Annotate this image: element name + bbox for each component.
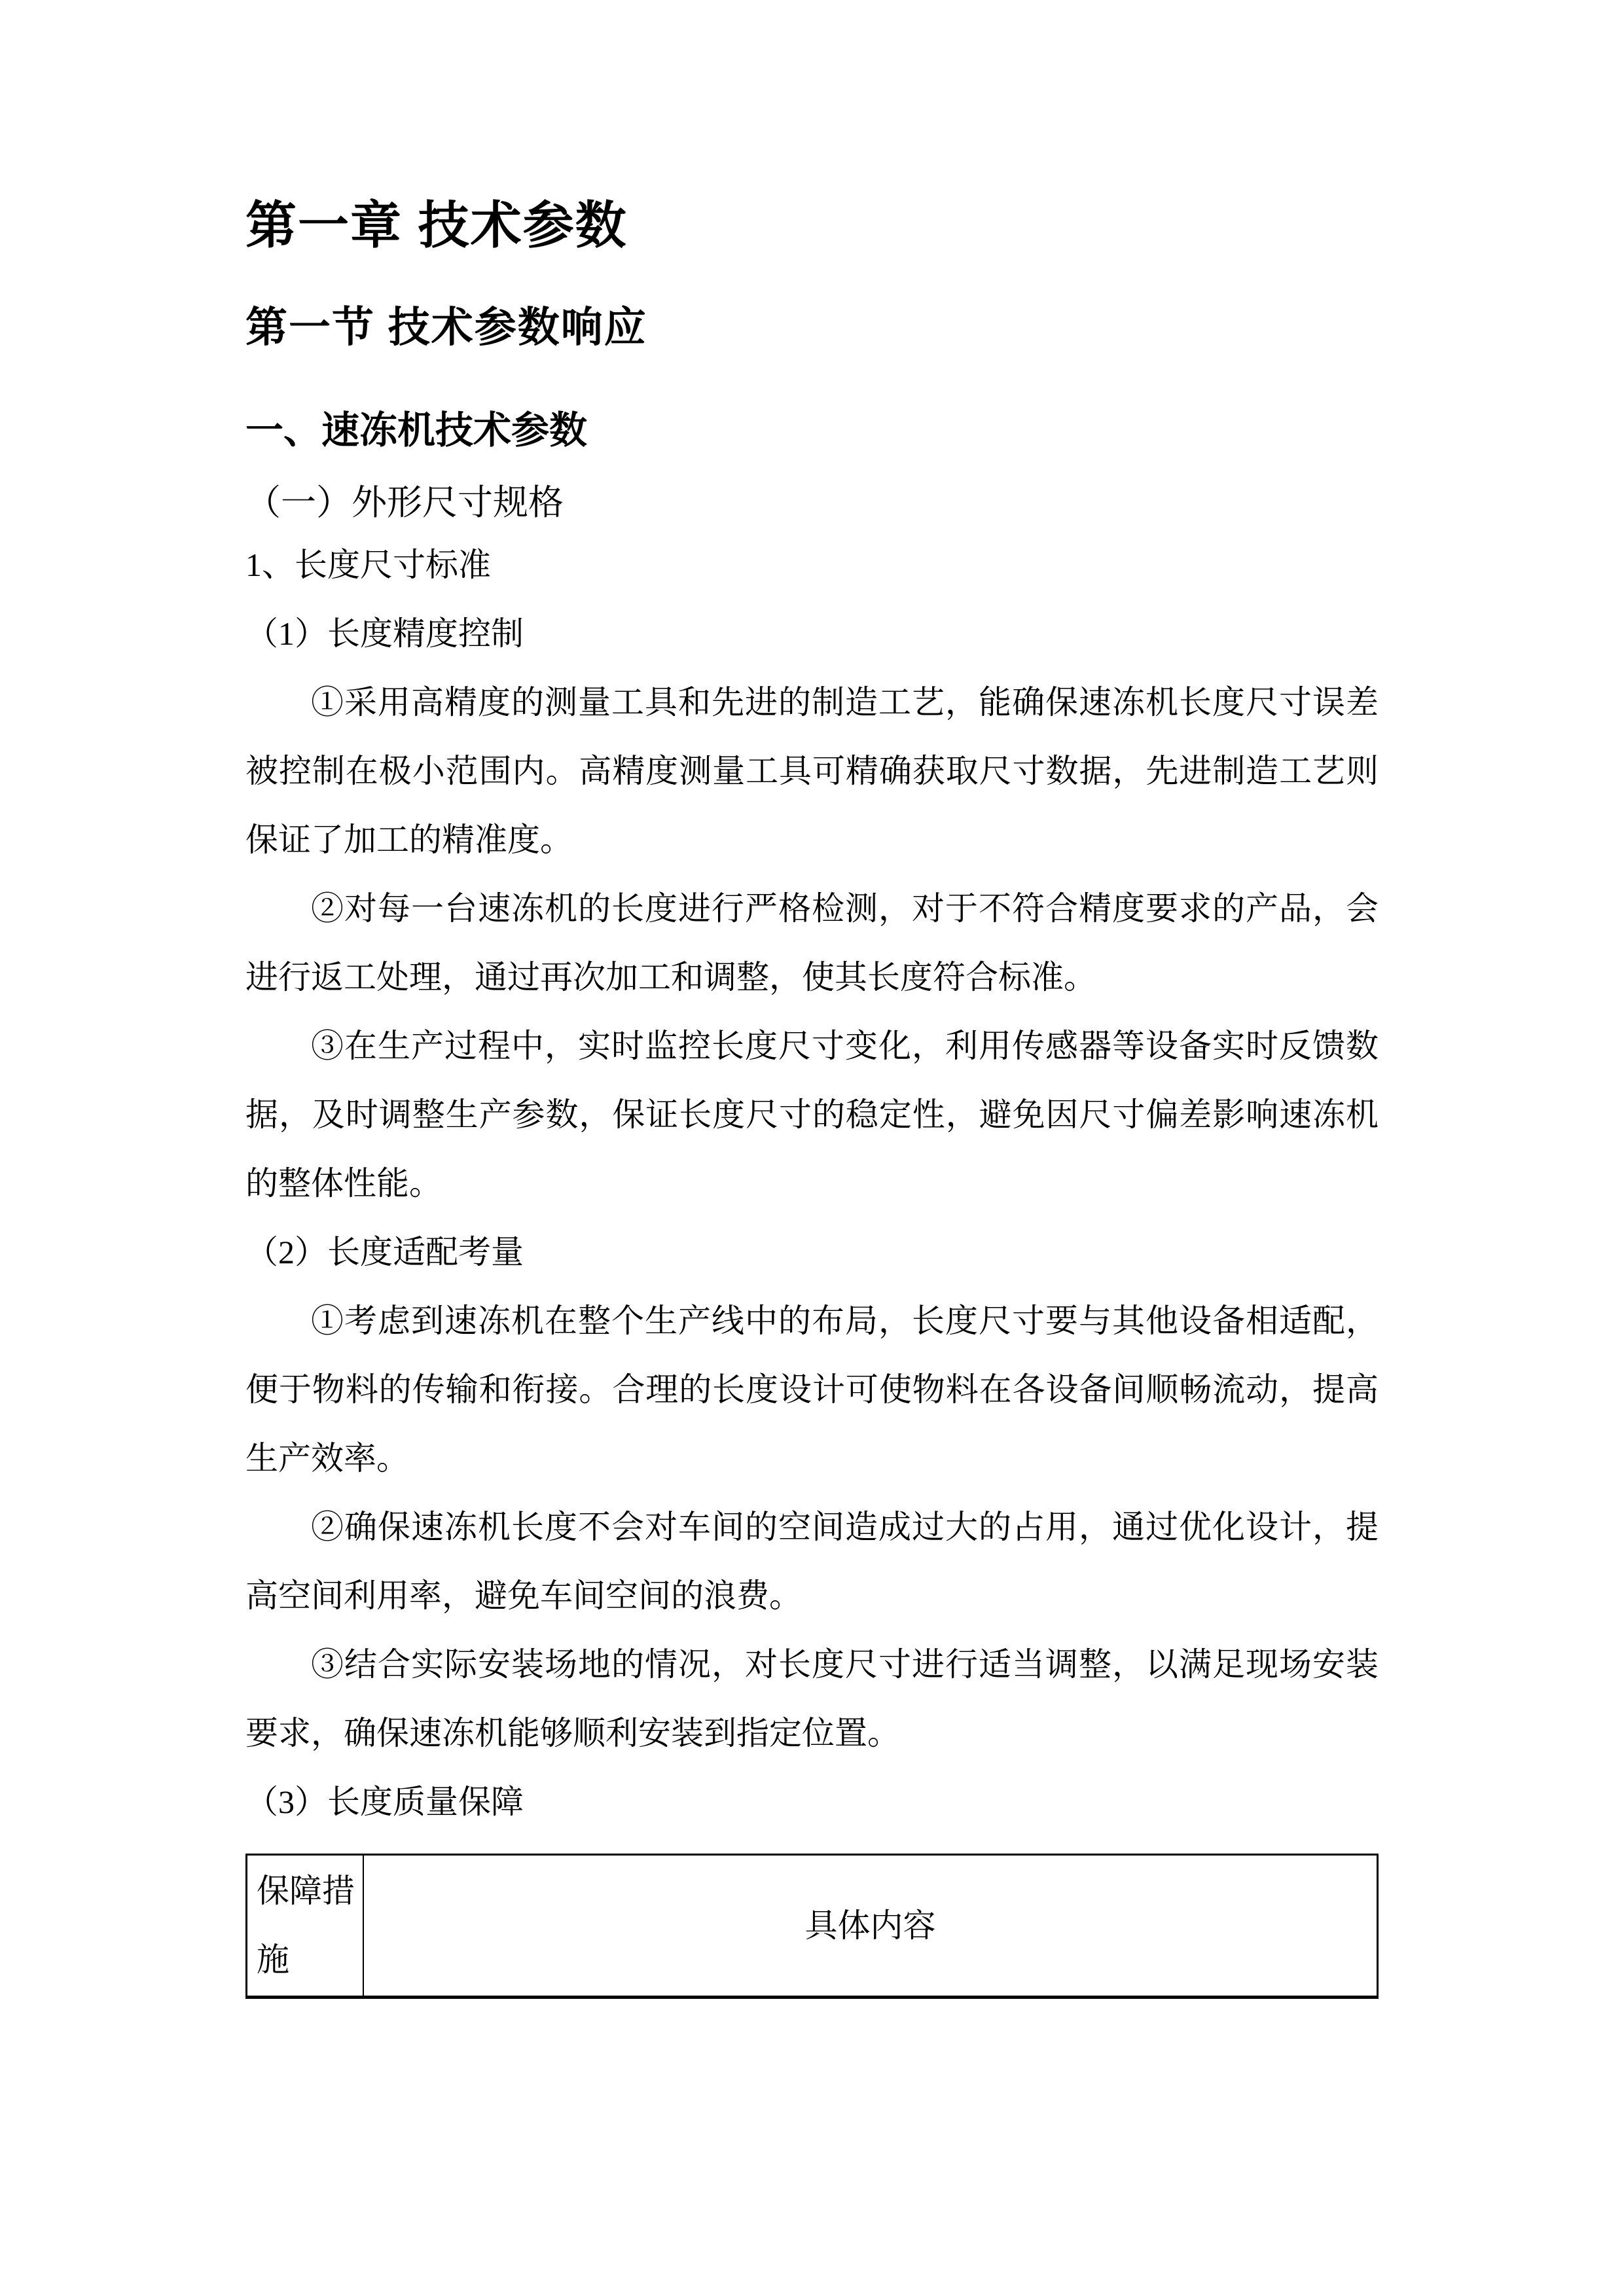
paragraph-precision-3: ③在生产过程中，实时监控长度尺寸变化，利用传感器等设备实时反馈数据，及时调整生产参数，保证长度尺寸的稳定性，避免因尺寸偏差影响速冻机的整体性能。 <box>245 1028 1379 1202</box>
subitem-title-length-precision: （1）长度精度控制 <box>245 615 524 653</box>
heading-freezer-params: 一、速冻机技术参数 <box>245 409 588 452</box>
paragraph-adaptation-2: ②确保速冻机长度不会对车间的空间造成过大的占用，通过优化设计，提高空间利用率，避免车间空间的浪费。 <box>245 1509 1379 1615</box>
heading-length-standard: 1、长度尺寸标准 <box>245 547 491 584</box>
section-title: 第一节 技术参数响应 <box>245 303 647 351</box>
quality-assurance-table <box>245 1854 1379 1999</box>
paragraph-precision-1: ①采用高精度的测量工具和先进的制造工艺，能确保速冻机长度尺寸误差被控制在极小范围内。高精度测量工具可精确获取尺寸数据，先进制造工艺则保证了加工的精准度。 <box>245 684 1379 859</box>
paragraph-adaptation-3: ③结合实际安装场地的情况，对长度尺寸进行适当调整，以满足现场安装要求，确保速冻机能够顺利安装到指定位置。 <box>245 1646 1379 1752</box>
subitem-title-length-quality: （3）长度质量保障 <box>245 1784 524 1821</box>
paragraph-precision-2: ②对每一台速冻机的长度进行严格检测，对于不符合精度要求的产品，会进行返工处理，通过再次加工和调整，使其长度符合标准。 <box>245 890 1379 996</box>
table-header-content: 具体内容 <box>363 1855 1378 1998</box>
heading-dimension-specs: （一）外形尺寸规格 <box>245 482 564 522</box>
paragraph-adaptation-1: ①考虑到速冻机在整个生产线中的布局，长度尺寸要与其他设备相适配，便于物料的传输和衔接。合理的长度设计可使物料在各设备间顺畅流动，提高生产效率。 <box>245 1302 1379 1477</box>
table-header-row <box>247 1855 1378 1998</box>
chapter-title: 第一章 技术参数 <box>245 196 628 254</box>
table-header-measure: 保障措施 <box>247 1855 364 1998</box>
subitem-title-length-adaptation: （2）长度适配考量 <box>245 1234 524 1271</box>
